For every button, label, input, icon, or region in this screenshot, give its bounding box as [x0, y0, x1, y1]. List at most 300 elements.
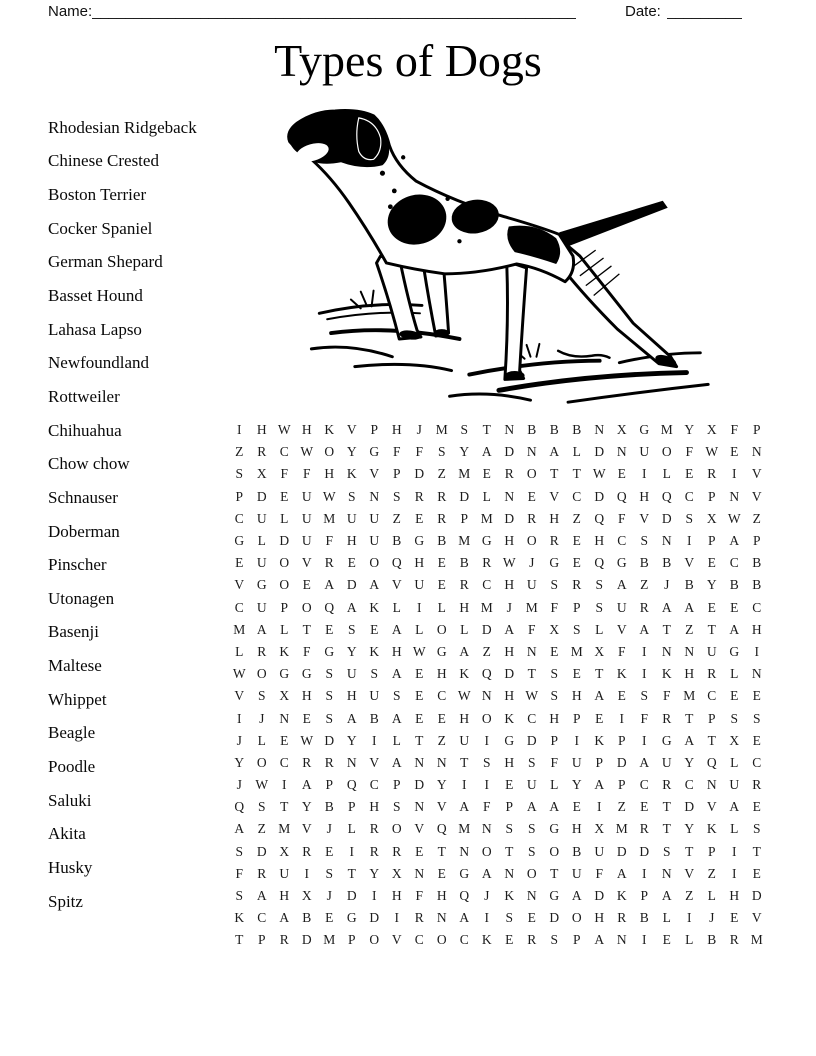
grid-cell-r10c5: E: [325, 621, 334, 637]
grid-cell-r1c14: B: [527, 422, 537, 438]
grid-cell-r15c17: K: [594, 732, 605, 748]
grid-cell-r23c21: I: [687, 910, 692, 926]
grid-cell-r21c5: S: [325, 865, 333, 881]
grid-cell-r8c17: S: [595, 577, 603, 593]
grid-cell-r9c22: E: [707, 599, 716, 615]
grid-cell-r23c16: O: [571, 910, 582, 926]
grid-cell-r24c23: R: [729, 932, 739, 948]
grid-cell-r5c19: V: [639, 510, 650, 526]
grid-cell-r13c16: H: [571, 688, 582, 704]
grid-cell-r1c18: X: [616, 422, 627, 438]
grid-cell-r13c21: M: [683, 688, 696, 704]
grid-cell-r16c8: A: [391, 754, 402, 770]
grid-cell-r19c20: T: [662, 821, 671, 837]
grid-cell-r11c15: E: [550, 643, 559, 659]
grid-cell-r23c12: I: [484, 910, 489, 926]
grid-cell-r22c20: A: [661, 888, 672, 904]
grid-cell-r11c2: R: [257, 643, 267, 659]
grid-cell-r1c11: S: [460, 422, 468, 438]
grid-cell-r22c2: A: [256, 888, 267, 904]
grid-cell-r6c4: U: [301, 533, 312, 549]
grid-cell-r16c23: L: [730, 754, 739, 770]
grid-cell-r18c14: A: [526, 799, 537, 815]
grid-cell-r23c23: E: [730, 910, 739, 926]
word-item: Basset Hound: [48, 286, 143, 306]
grid-cell-r19c11: M: [458, 821, 471, 837]
date-blank-line[interactable]: _________: [667, 3, 742, 20]
grid-cell-r21c21: V: [684, 865, 695, 881]
grid-cell-r5c16: Z: [572, 510, 581, 526]
grid-cell-r1c24: P: [752, 422, 761, 438]
grid-cell-r21c7: Y: [369, 865, 380, 881]
grid-cell-r9c24: C: [752, 599, 762, 615]
grid-cell-r24c2: P: [257, 932, 266, 948]
grid-cell-r4c5: W: [322, 488, 336, 504]
grid-cell-r2c18: N: [616, 444, 627, 460]
grid-cell-r19c17: X: [594, 821, 605, 837]
grid-cell-r4c23: N: [729, 488, 740, 504]
grid-cell-r21c14: O: [526, 865, 537, 881]
grid-cell-r9c17: S: [595, 599, 603, 615]
grid-cell-r5c17: Q: [594, 510, 605, 526]
grid-cell-r8c13: H: [504, 577, 515, 593]
grid-cell-r14c1: I: [237, 710, 242, 726]
grid-cell-r22c22: L: [707, 888, 716, 904]
grid-cell-r5c24: Z: [752, 510, 761, 526]
grid-cell-r5c11: P: [460, 510, 468, 526]
grid-cell-r12c8: A: [391, 666, 402, 682]
grid-cell-r9c21: A: [684, 599, 695, 615]
grid-cell-r16c10: N: [436, 754, 447, 770]
grid-cell-r18c5: B: [324, 799, 334, 815]
grid-cell-r14c5: S: [325, 710, 333, 726]
word-item: Basenji: [48, 622, 99, 642]
grid-cell-r3c3: F: [280, 466, 288, 482]
grid-cell-r15c21: A: [684, 732, 695, 748]
grid-cell-r1c16: B: [572, 422, 582, 438]
grid-cell-r1c7: P: [370, 422, 378, 438]
word-item: Cocker Spaniel: [48, 218, 153, 238]
grid-cell-r15c14: D: [526, 732, 537, 748]
grid-cell-r15c3: E: [280, 732, 289, 748]
grid-cell-r6c3: D: [279, 533, 290, 549]
grid-cell-r17c7: C: [369, 777, 379, 793]
grid-cell-r19c10: Q: [436, 821, 447, 837]
grid-cell-r12c13: D: [504, 666, 515, 682]
grid-cell-r11c19: I: [642, 643, 647, 659]
grid-cell-r13c23: E: [730, 688, 739, 704]
grid-cell-r11c24: I: [754, 643, 759, 659]
grid-cell-r17c18: P: [617, 777, 626, 793]
word-item: Schnauser: [48, 487, 118, 507]
grid-cell-r6c17: H: [594, 533, 605, 549]
grid-cell-r6c21: I: [687, 533, 692, 549]
grid-cell-r24c19: I: [642, 932, 647, 948]
grid-cell-r7c4: V: [301, 555, 312, 571]
grid-cell-r4c13: N: [504, 488, 515, 504]
grid-cell-r4c18: Q: [616, 488, 627, 504]
grid-cell-r16c24: C: [752, 754, 762, 770]
grid-cell-r3c7: V: [369, 466, 380, 482]
grid-cell-r10c17: L: [595, 621, 604, 637]
grid-cell-r7c8: Q: [391, 555, 402, 571]
grid-cell-r24c17: A: [594, 932, 605, 948]
grid-cell-r1c1: I: [237, 422, 242, 438]
grid-cell-r23c22: J: [709, 910, 715, 926]
grid-cell-r2c12: A: [481, 444, 492, 460]
grid-cell-r4c15: V: [549, 488, 560, 504]
grid-cell-r24c12: K: [481, 932, 492, 948]
grid-cell-r13c15: S: [550, 688, 558, 704]
grid-cell-r12c4: G: [301, 666, 312, 682]
grid-cell-r9c5: Q: [324, 599, 335, 615]
grid-cell-r14c19: F: [640, 710, 648, 726]
grid-cell-r10c2: A: [256, 621, 267, 637]
grid-cell-r7c23: C: [729, 555, 739, 571]
grid-cell-r19c18: M: [615, 821, 628, 837]
dog-rear-leg-near: [505, 262, 527, 379]
grid-cell-r6c11: M: [458, 533, 471, 549]
grid-cell-r24c13: E: [505, 932, 514, 948]
grid-cell-r22c13: K: [504, 888, 515, 904]
grid-cell-r2c22: W: [705, 444, 719, 460]
grid-cell-r17c23: U: [729, 777, 740, 793]
grid-cell-r10c20: T: [662, 621, 671, 637]
grid-cell-r4c14: E: [527, 488, 536, 504]
grid-cell-r23c13: S: [505, 910, 513, 926]
word-item: Doberman: [48, 521, 120, 541]
word-item: Boston Terrier: [48, 185, 147, 205]
grid-cell-r3c14: O: [526, 466, 537, 482]
grid-cell-r7c20: B: [662, 555, 672, 571]
grid-cell-r2c17: D: [594, 444, 605, 460]
grid-cell-r21c17: F: [595, 865, 603, 881]
grid-cell-r21c11: G: [459, 865, 470, 881]
grid-cell-r21c10: E: [437, 865, 446, 881]
grid-cell-r11c1: L: [235, 643, 244, 659]
grid-cell-r22c12: J: [484, 888, 490, 904]
grid-cell-r8c21: B: [684, 577, 694, 593]
grid-cell-r11c11: A: [459, 643, 470, 659]
grid-cell-r16c11: T: [460, 754, 469, 770]
grid-cell-r8c9: U: [414, 577, 425, 593]
grid-cell-r18c15: A: [549, 799, 560, 815]
grid-cell-r11c9: W: [412, 643, 426, 659]
grid-cell-r16c1: Y: [234, 754, 245, 770]
grid-cell-r24c5: M: [323, 932, 336, 948]
grid-cell-r20c15: O: [549, 843, 560, 859]
grid-cell-r18c4: Y: [301, 799, 312, 815]
grid-cell-r15c22: T: [707, 732, 716, 748]
grid-cell-r19c12: N: [481, 821, 492, 837]
grid-cell-r10c8: A: [391, 621, 402, 637]
grid-cell-r20c7: R: [369, 843, 379, 859]
grid-cell-r13c11: W: [457, 688, 471, 704]
grid-cell-r5c3: L: [280, 510, 289, 526]
grid-cell-r18c1: Q: [234, 799, 245, 815]
grid-cell-r12c18: K: [616, 666, 627, 682]
grid-cell-r6c15: R: [549, 533, 559, 549]
grid-cell-r15c4: W: [300, 732, 314, 748]
grid-cell-r10c10: O: [436, 621, 447, 637]
grid-cell-r14c18: I: [619, 710, 624, 726]
grid-cell-r15c8: L: [392, 732, 401, 748]
grid-cell-r24c6: P: [347, 932, 356, 948]
grid-cell-r8c19: Z: [640, 577, 649, 593]
grid-cell-r17c19: C: [639, 777, 649, 793]
grid-cell-r17c24: R: [752, 777, 762, 793]
grid-cell-r14c11: H: [459, 710, 470, 726]
grid-cell-r20c10: T: [437, 843, 446, 859]
grid-cell-r11c8: H: [391, 643, 402, 659]
grid-cell-r23c3: A: [279, 910, 290, 926]
grid-cell-r20c13: T: [505, 843, 514, 859]
grid-cell-r1c21: Y: [684, 422, 695, 438]
grid-cell-r19c15: G: [549, 821, 560, 837]
grid-cell-r3c20: L: [662, 466, 671, 482]
grid-cell-r8c18: A: [616, 577, 627, 593]
grid-cell-r12c22: R: [707, 666, 717, 682]
grid-cell-r5c1: C: [234, 510, 244, 526]
grid-cell-r24c3: R: [279, 932, 289, 948]
grid-cell-r17c20: R: [662, 777, 672, 793]
grid-cell-r21c24: E: [752, 865, 761, 881]
grid-cell-r14c4: E: [302, 710, 311, 726]
grid-cell-r12c14: T: [527, 666, 536, 682]
grid-cell-r3c19: I: [642, 466, 647, 482]
grid-cell-r19c24: S: [752, 821, 761, 837]
grid-cell-r17c13: E: [505, 777, 514, 793]
grid-cell-r21c3: U: [279, 865, 290, 881]
grid-cell-r22c23: H: [729, 888, 740, 904]
grid-cell-r6c7: U: [369, 533, 380, 549]
grid-cell-r16c15: F: [550, 754, 558, 770]
grid-cell-r9c14: M: [525, 599, 538, 615]
grid-cell-r20c18: D: [616, 843, 627, 859]
grid-cell-r19c2: Z: [257, 821, 266, 837]
grid-cell-r1c4: H: [301, 422, 312, 438]
grid-cell-r24c8: V: [391, 932, 402, 948]
grid-cell-r2c11: Y: [459, 444, 470, 460]
word-item: Chihuahua: [48, 420, 122, 440]
grid-cell-r9c4: O: [301, 599, 312, 615]
grid-cell-r9c8: L: [392, 599, 401, 615]
grid-cell-r1c13: N: [504, 422, 515, 438]
grid-cell-r15c12: I: [484, 732, 489, 748]
grid-cell-r17c6: Q: [346, 777, 357, 793]
grid-cell-r5c2: U: [256, 510, 267, 526]
grid-cell-r20c24: T: [752, 843, 761, 859]
grid-cell-r10c11: L: [460, 621, 469, 637]
grid-cell-r5c7: U: [369, 510, 380, 526]
grid-cell-r3c15: T: [550, 466, 559, 482]
grid-cell-r23c1: K: [234, 910, 245, 926]
word-item: Rhodesian Ridgeback: [48, 117, 197, 137]
grid-cell-r13c10: C: [437, 688, 447, 704]
grid-cell-r13c13: H: [504, 688, 515, 704]
grid-cell-r19c16: H: [571, 821, 582, 837]
grid-cell-r3c13: R: [504, 466, 514, 482]
grid-cell-r9c19: R: [639, 599, 649, 615]
grid-cell-r23c6: G: [346, 910, 357, 926]
grid-cell-r16c12: S: [482, 754, 491, 770]
grid-cell-r9c2: U: [256, 599, 267, 615]
word-item: Lahasa Lapso: [48, 319, 142, 339]
page-title: Types of Dogs: [274, 35, 542, 86]
grid-cell-r11c20: N: [661, 643, 672, 659]
grid-cell-r4c22: P: [707, 488, 716, 504]
grid-cell-r23c5: E: [325, 910, 334, 926]
dog-front-leg-far: [424, 266, 449, 336]
grid-cell-r11c5: G: [324, 643, 335, 659]
grid-cell-r12c1: W: [232, 666, 246, 682]
grid-cell-r13c18: E: [617, 688, 626, 704]
grid-cell-r9c1: C: [234, 599, 244, 615]
grid-cell-r6c20: N: [661, 533, 672, 549]
grid-cell-r5c14: R: [527, 510, 537, 526]
grid-cell-r12c3: G: [279, 666, 290, 682]
grid-cell-r18c19: E: [640, 799, 649, 815]
grid-cell-r24c9: C: [414, 932, 424, 948]
grid-cell-r21c2: R: [257, 865, 267, 881]
grid-cell-r19c7: R: [369, 821, 379, 837]
word-list: [48, 111, 233, 918]
grid-cell-r14c15: H: [549, 710, 560, 726]
grid-cell-r3c10: Z: [437, 466, 446, 482]
grid-cell-r15c19: I: [642, 732, 647, 748]
grid-cell-r1c5: K: [324, 422, 335, 438]
grid-cell-r6c1: G: [234, 533, 245, 549]
grid-cell-r7c24: B: [752, 555, 762, 571]
grid-cell-r12c9: E: [415, 666, 424, 682]
grid-cell-r18c24: E: [752, 799, 761, 815]
word-item: Saluki: [48, 790, 92, 810]
grid-cell-r15c18: P: [617, 732, 626, 748]
grid-cell-r4c4: U: [301, 488, 312, 504]
grid-cell-r5c21: S: [685, 510, 693, 526]
grid-cell-r11c7: K: [369, 643, 380, 659]
grid-cell-r19c13: S: [505, 821, 513, 837]
grid-cell-r8c16: R: [572, 577, 582, 593]
grid-cell-r13c3: X: [279, 688, 290, 704]
grid-cell-r9c6: A: [346, 599, 357, 615]
grid-cell-r14c7: B: [369, 710, 379, 726]
grid-cell-r17c10: Y: [436, 777, 447, 793]
grid-cell-r21c4: I: [304, 865, 309, 881]
grid-cell-r19c21: Y: [684, 821, 695, 837]
grid-cell-r7c14: J: [529, 555, 535, 571]
grid-cell-r24c20: E: [662, 932, 671, 948]
grid-cell-r18c16: E: [572, 799, 581, 815]
grid-cell-r21c15: T: [550, 865, 559, 881]
grid-cell-r18c2: S: [257, 799, 266, 815]
grid-cell-r18c8: S: [392, 799, 401, 815]
grid-cell-r12c10: H: [436, 666, 447, 682]
grid-cell-r23c15: D: [549, 910, 560, 926]
pointer-dog-svg: [270, 108, 718, 414]
grid-cell-r4c21: C: [684, 488, 694, 504]
grid-cell-r2c24: N: [751, 444, 762, 460]
grid-cell-r16c13: H: [504, 754, 515, 770]
grid-cell-r4c11: D: [459, 488, 470, 504]
grid-cell-r17c16: Y: [571, 777, 582, 793]
grid-cell-r12c15: S: [550, 666, 558, 682]
grid-cell-r1c22: X: [706, 422, 717, 438]
grid-cell-r6c6: H: [346, 533, 357, 549]
grid-cell-r10c22: T: [707, 621, 716, 637]
grid-cell-r22c21: Z: [685, 888, 694, 904]
grid-cell-r10c13: A: [504, 621, 515, 637]
grid-cell-r21c12: A: [481, 865, 492, 881]
grid-cell-r2c16: L: [572, 444, 581, 460]
name-blank-line[interactable]: __________________________________________________________: [92, 3, 576, 20]
grid-cell-r22c19: P: [640, 888, 648, 904]
grid-cell-r21c8: X: [391, 865, 402, 881]
grid-cell-r10c19: A: [639, 621, 650, 637]
grid-cell-r21c18: A: [616, 865, 627, 881]
grid-cell-r17c14: U: [526, 777, 537, 793]
grid-cell-r24c16: P: [572, 932, 581, 948]
grid-cell-r7c16: E: [572, 555, 581, 571]
grid-cell-r6c18: C: [617, 533, 627, 549]
grid-cell-r14c14: C: [527, 710, 537, 726]
grid-cell-r18c21: D: [684, 799, 695, 815]
grid-cell-r17c2: W: [255, 777, 269, 793]
grid-cell-r4c9: R: [414, 488, 424, 504]
grid-cell-r21c1: F: [235, 865, 243, 881]
grid-cell-r7c13: W: [502, 555, 516, 571]
grid-cell-r18c17: I: [597, 799, 602, 815]
grid-cell-r15c5: D: [324, 732, 335, 748]
grid-cell-r17c12: I: [484, 777, 489, 793]
grid-cell-r13c17: A: [594, 688, 605, 704]
grid-cell-r22c24: D: [751, 888, 762, 904]
grid-cell-r15c11: U: [459, 732, 470, 748]
grid-cell-r1c6: V: [346, 422, 357, 438]
grid-cell-r17c22: N: [706, 777, 717, 793]
grid-cell-r6c23: A: [729, 533, 740, 549]
grid-cell-r6c2: L: [257, 533, 266, 549]
grid-cell-r3c1: S: [235, 466, 243, 482]
grid-cell-r4c1: P: [235, 488, 243, 504]
grid-cell-r8c23: B: [729, 577, 739, 593]
grid-cell-r22c9: F: [415, 888, 423, 904]
word-item: German Shepard: [48, 252, 163, 272]
grid-cell-r8c24: B: [752, 577, 762, 593]
grid-cell-r9c11: H: [459, 599, 470, 615]
grid-cell-r1c17: N: [594, 422, 605, 438]
grid-cell-r1c8: H: [391, 422, 402, 438]
grid-cell-r10c16: S: [572, 621, 581, 637]
word-item: Maltese: [48, 656, 102, 676]
grid-cell-r6c5: F: [325, 533, 333, 549]
grid-cell-r9c9: I: [417, 599, 422, 615]
grid-cell-r2c4: W: [300, 444, 314, 460]
grid-cell-r3c16: T: [572, 466, 581, 482]
grid-cell-r20c14: S: [527, 843, 536, 859]
grid-cell-r12c16: E: [572, 666, 581, 682]
grid-cell-r13c24: E: [752, 688, 761, 704]
grid-cell-r16c21: Y: [684, 754, 695, 770]
grid-cell-r4c19: H: [639, 488, 650, 504]
grid-cell-r16c6: N: [346, 754, 357, 770]
grid-cell-r7c15: G: [549, 555, 560, 571]
grid-cell-r20c20: S: [662, 843, 671, 859]
grid-cell-r16c17: P: [595, 754, 603, 770]
grid-cell-r20c16: B: [572, 843, 582, 859]
grid-cell-r15c7: I: [372, 732, 377, 748]
grid-cell-r5c8: Z: [392, 510, 401, 526]
